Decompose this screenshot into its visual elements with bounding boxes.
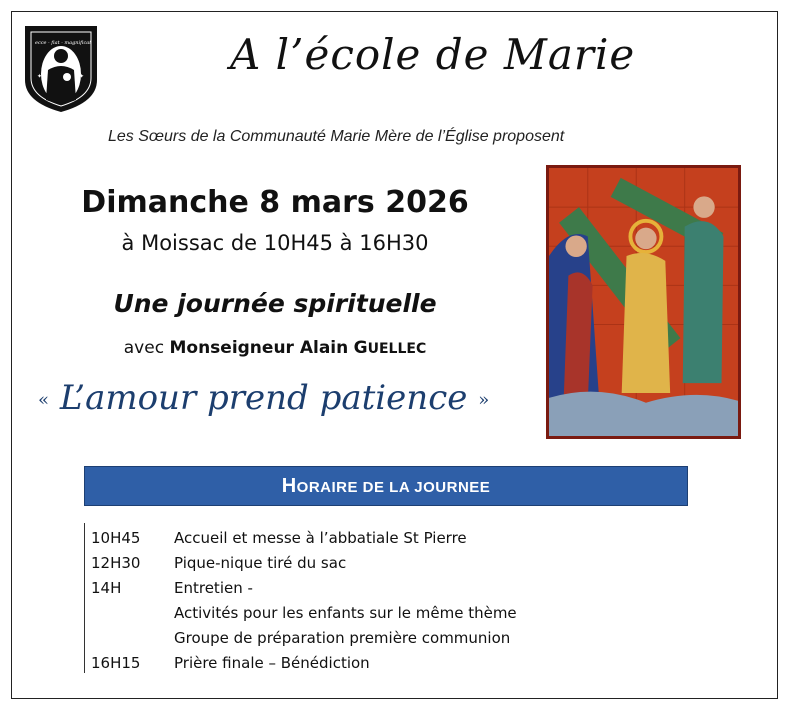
svg-text:ecce · fiat · magnificat: ecce · fiat · magnificat (35, 40, 92, 46)
schedule-activity: Pique-nique tiré du sac (174, 554, 347, 572)
event-date: Dimanche 8 mars 2026 (81, 185, 469, 220)
schedule-heading-rest: ORAIRE DE LA JOURNEE (296, 479, 491, 496)
svg-text:✦: ✦ (79, 73, 85, 80)
community-logo (21, 22, 101, 114)
event-kind: Une journée spirituelle (113, 289, 437, 318)
speaker-name: Monseigneur Alain (169, 338, 349, 358)
quote-open-mark: « (38, 389, 50, 411)
speaker-surname-initial: G (353, 338, 368, 358)
schedule-row (91, 654, 370, 672)
schedule-time: 16H15 (91, 654, 141, 672)
quote-close-mark: » (478, 389, 490, 411)
schedule-heading-initial: H (281, 475, 297, 497)
schedule-activity: Entretien - (174, 579, 253, 597)
schedule-divider (84, 523, 85, 673)
schedule-time: 12H30 (91, 554, 141, 572)
schedule-row (91, 629, 510, 647)
schedule-row (91, 529, 467, 547)
schedule-activity: Accueil et messe à l’abbatiale St Pierre (174, 529, 467, 547)
svg-text:✦: ✦ (37, 73, 43, 80)
quote-text: L’amour prend patience (59, 378, 468, 418)
schedule-activity: Prière finale – Bénédiction (174, 654, 370, 672)
schedule-heading (84, 466, 688, 506)
event-theme-quote (38, 378, 489, 418)
speaker-surname-rest: UELLEC (367, 341, 427, 357)
speaker-prefix: avec (123, 338, 165, 358)
way-of-the-cross-painting (546, 165, 741, 439)
schedule-activity: Groupe de préparation première communion (174, 629, 511, 647)
event-speaker (0, 338, 550, 358)
schedule-row (91, 554, 346, 572)
page-subtitle: Les Sœurs de la Communauté Marie Mère de l’Église proposent (108, 128, 565, 145)
schedule-row (91, 579, 253, 597)
schedule-activity: Activités pour les enfants sur le même thème (174, 604, 517, 622)
event-place-time: à Moissac de 10H45 à 16H30 (121, 231, 429, 255)
schedule-time: 10H45 (91, 529, 141, 547)
schedule-row (91, 604, 517, 622)
page-title: A l’école de Marie (230, 30, 636, 79)
schedule-time: 14H (91, 579, 122, 597)
